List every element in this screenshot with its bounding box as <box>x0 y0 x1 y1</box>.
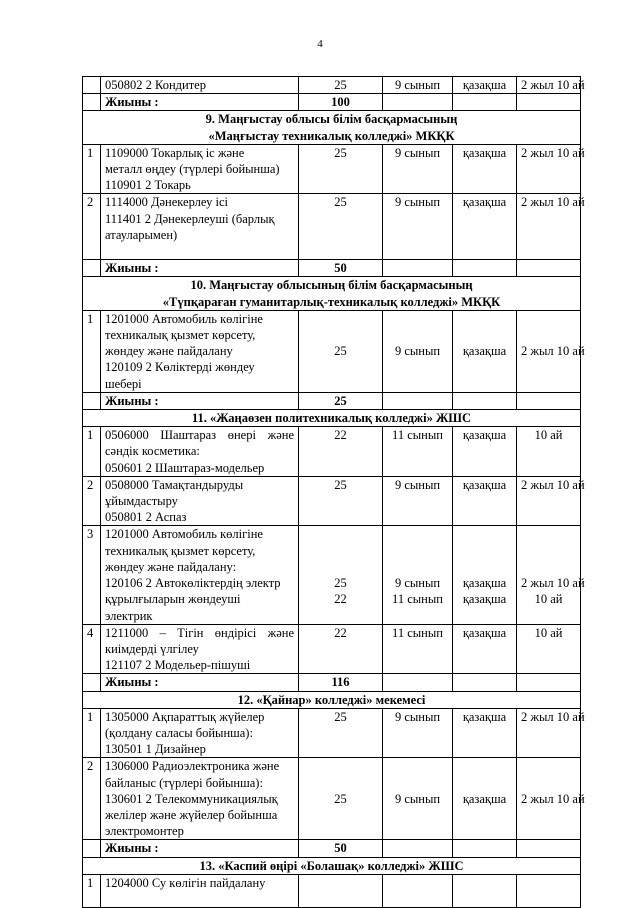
language-cell <box>453 94 517 111</box>
grade-cell <box>383 840 453 857</box>
total-value-text: 50 <box>334 261 347 276</box>
quantity-cell <box>299 77 383 94</box>
section-heading <box>83 857 581 874</box>
section-heading <box>83 277 581 310</box>
total-label <box>101 840 299 857</box>
grade-value: 11 сынып <box>392 592 443 607</box>
specialty-line: 120106 2 Автокөліктердің электр <box>105 576 281 591</box>
row-number-cell <box>83 526 101 624</box>
duration-cell <box>517 260 581 277</box>
grade-cell <box>383 94 453 111</box>
grade-value: 9 сынып <box>394 195 441 210</box>
total-value <box>299 94 383 111</box>
specialty-cell <box>101 758 299 840</box>
language-value: қазақша <box>462 477 507 492</box>
language-value <box>457 875 512 891</box>
specialty-line: желілер және жүйелер бойынша <box>105 807 278 822</box>
specialty-cell <box>101 194 299 260</box>
table-row <box>83 708 581 758</box>
language-value: қазақша <box>462 625 507 640</box>
grade-cell <box>383 427 453 477</box>
row-number-cell <box>83 94 101 111</box>
specialty-line: 1201000 Автомобиль көлігіне <box>105 311 263 326</box>
language-cell <box>453 194 517 260</box>
specialty-line: 1306000 Радиоэлектроника және <box>105 759 280 774</box>
language-cell <box>453 476 517 526</box>
row-number-cell <box>83 77 101 94</box>
specialty-line: шебері <box>105 376 142 391</box>
language-cell <box>453 310 517 392</box>
section-heading-line: «Түпқараған гуманитарлық-техникалық колледжі» МКҚК <box>162 294 501 309</box>
specialty-line: 1109000 Токарлық іс және <box>105 145 245 160</box>
quantity-cell <box>299 624 383 674</box>
specialty-line: 1305000 Ақпараттық жүйелер <box>105 709 265 724</box>
specialty-cell <box>101 144 299 194</box>
specialty-line <box>105 243 294 259</box>
duration-cell <box>517 674 581 691</box>
duration-cell <box>517 392 581 409</box>
row-number: 4 <box>87 625 94 640</box>
language-cell <box>453 674 517 691</box>
language-cell <box>453 708 517 758</box>
spacer <box>387 526 448 542</box>
language-cell <box>453 526 517 624</box>
language-cell <box>453 260 517 277</box>
specialty-cell <box>101 427 299 477</box>
language-value: қазақша <box>462 78 507 92</box>
row-number: 2 <box>87 195 94 210</box>
specialties-table <box>82 76 585 908</box>
row-number-cell <box>83 674 101 691</box>
quantity-value: 22 <box>334 592 347 607</box>
specialty-cell <box>101 708 299 758</box>
row-number <box>87 77 96 93</box>
total-label <box>101 260 299 277</box>
table-row <box>83 526 581 624</box>
grade-value: 9 сынып <box>394 477 441 492</box>
row-number-cell <box>83 260 101 277</box>
duration-cell <box>517 758 585 840</box>
row-number-cell <box>83 476 101 526</box>
language-value: қазақша <box>462 576 507 591</box>
specialty-line: 121107 2 Модельер-пішуші <box>105 658 251 673</box>
grade-cell <box>383 310 453 392</box>
row-number-cell <box>83 144 101 194</box>
specialty-line: 050801 2 Аспаз <box>105 510 187 525</box>
duration-value: 10 ай <box>534 428 563 443</box>
grade-cell <box>383 260 453 277</box>
specialty-line: байланыс (түрлері бойынша): <box>105 775 263 790</box>
section-heading-line: 13. «Каспий өңірі «Болашақ» колледжі» ЖШС <box>199 858 464 873</box>
row-number: 1 <box>87 428 94 443</box>
quantity-value: 25 <box>334 145 347 160</box>
spacer <box>387 543 448 559</box>
grade-value: 9 сынып <box>394 791 441 806</box>
table-row <box>83 427 581 477</box>
total-row <box>83 94 581 111</box>
total-value-text: 25 <box>334 393 347 408</box>
language-value: қазақша <box>462 344 507 359</box>
spacer <box>457 543 512 559</box>
specialty-line: техникалық қызмет көрсету, <box>105 543 256 558</box>
specialty-cell <box>101 624 299 674</box>
grade-value: 9 сынып <box>394 344 441 359</box>
specialty-line: 111401 2 Дәнекерлеуші (барлық <box>105 211 275 226</box>
section-heading-line: 10. Маңғыстау облысының білім басқармасының <box>190 278 473 293</box>
quantity-cell <box>299 427 383 477</box>
section-row <box>83 111 581 144</box>
language-cell <box>453 758 517 840</box>
specialty-line: киімдерді үлгілеу <box>105 641 199 656</box>
quantity-value: 22 <box>334 625 347 640</box>
grade-cell <box>383 526 453 624</box>
grade-cell <box>383 77 453 94</box>
language-cell <box>453 624 517 674</box>
spacer <box>303 559 378 575</box>
quantity-value: 25 <box>334 195 347 210</box>
duration-value: 2 жыл 10 ай <box>521 709 585 724</box>
language-value: қазақша <box>462 195 507 210</box>
row-number: 1 <box>87 145 94 160</box>
total-row <box>83 260 581 277</box>
total-label-text: Жиыны : <box>105 841 159 856</box>
table-row <box>83 144 581 194</box>
duration-cell <box>517 476 585 526</box>
specialty-line: жөндеу және пайдалану: <box>105 559 237 574</box>
grade-cell <box>383 194 453 260</box>
total-label <box>101 392 299 409</box>
spacer <box>521 526 576 542</box>
section-heading <box>83 111 581 144</box>
row-number-cell <box>83 310 101 392</box>
specialty-line: жөндеу және пайдалану <box>105 344 233 359</box>
specialty-line: металл өңдеу (түрлері бойынша) <box>105 162 280 177</box>
specialty-line: 1114000 Дәнекерлеу ісі <box>105 195 228 210</box>
spacer <box>303 543 378 559</box>
specialty-line: 120109 2 Көліктерді жөндеу <box>105 360 255 375</box>
grade-cell <box>383 758 453 840</box>
grade-cell <box>383 674 453 691</box>
quantity-cell <box>299 758 383 840</box>
specialty-line: атауларымен) <box>105 227 178 242</box>
section-heading-line: 12. «Қайнар» колледжі» мекемесі <box>237 692 426 707</box>
grade-value: 9 сынып <box>394 78 441 92</box>
quantity-value: 25 <box>334 344 347 359</box>
duration-value: 2 жыл 10 ай <box>521 195 585 210</box>
specialty-line: 1211000 – Тігін өндірісі және <box>105 625 294 640</box>
duration-cell <box>517 77 585 94</box>
total-value <box>299 674 383 691</box>
specialty-line: ұйымдастыру <box>105 494 178 509</box>
duration-cell <box>517 874 581 907</box>
grade-cell <box>383 476 453 526</box>
quantity-value: 25 <box>334 709 347 724</box>
specialty-cell <box>101 874 299 907</box>
specialty-cell <box>101 310 299 392</box>
language-cell <box>453 874 517 907</box>
total-row <box>83 392 581 409</box>
total-label <box>101 94 299 111</box>
specialty-line: 130601 2 Телекоммуникациялық <box>105 791 278 806</box>
quantity-value: 22 <box>334 428 347 443</box>
total-label-text: Жиыны : <box>105 393 159 408</box>
language-cell <box>453 77 517 94</box>
total-value <box>299 260 383 277</box>
row-number-cell <box>83 758 101 840</box>
language-value: қазақша <box>462 145 507 160</box>
total-value-text: 50 <box>334 841 347 856</box>
section-heading-line: 11. «Жаңаөзен политехникалық колледжі» ЖШС <box>191 411 472 426</box>
specialty-line: сәндік косметика: <box>105 444 200 459</box>
total-label-text: Жиыны : <box>105 95 159 110</box>
section-row <box>83 691 581 708</box>
language-value: қазақша <box>462 592 507 607</box>
grade-cell <box>383 144 453 194</box>
row-number: 1 <box>87 709 94 724</box>
spacer <box>521 559 576 575</box>
specialty-line: 050601 2 Шаштараз-модельер <box>105 460 265 475</box>
total-value-text: 100 <box>331 95 350 110</box>
quantity-cell <box>299 874 383 907</box>
duration-value: 10 ай <box>534 625 563 640</box>
language-cell <box>453 392 517 409</box>
quantity-cell <box>299 476 383 526</box>
row-number-cell <box>83 708 101 758</box>
specialty-line: 110901 2 Токарь <box>105 178 191 193</box>
row-number-cell <box>83 624 101 674</box>
grade-cell <box>383 624 453 674</box>
quantity-cell <box>299 144 383 194</box>
specialty-line: (қолдану саласы бойынша): <box>105 725 253 740</box>
row-number-cell <box>83 874 101 907</box>
quantity-value: 25 <box>334 791 347 806</box>
section-heading-line: 9. Маңғыстау облысы білім басқармасының <box>205 112 458 127</box>
duration-cell <box>517 310 585 392</box>
specialty-line: 1204000 Су көлігін пайдалану <box>105 875 266 890</box>
table-row <box>83 476 581 526</box>
table-row <box>83 624 581 674</box>
duration-cell <box>517 194 585 260</box>
quantity-cell <box>299 708 383 758</box>
specialty-line: электрик <box>105 608 153 623</box>
grade-value: 11 сынып <box>392 428 443 443</box>
row-number-cell <box>83 840 101 857</box>
language-cell <box>453 427 517 477</box>
spacer <box>303 526 378 542</box>
section-row <box>83 277 581 310</box>
duration-cell <box>517 526 585 624</box>
duration-value: 2 жыл 10 ай <box>521 145 585 160</box>
grade-cell <box>383 874 453 907</box>
table-row <box>83 758 581 840</box>
row-number: 1 <box>87 875 94 890</box>
language-cell <box>453 840 517 857</box>
duration-cell <box>517 708 585 758</box>
duration-cell <box>517 144 585 194</box>
total-row <box>83 674 581 691</box>
section-heading-line: «Маңғыстау техникалық колледжі» МКҚК <box>208 128 455 143</box>
quantity-value <box>303 875 378 891</box>
spacer <box>303 608 378 624</box>
language-cell <box>453 144 517 194</box>
total-label-text: Жиыны : <box>105 261 159 276</box>
section-heading <box>83 410 581 427</box>
total-value-text: 116 <box>331 675 350 690</box>
quantity-cell <box>299 310 383 392</box>
quantity-cell <box>299 194 383 260</box>
duration-cell <box>517 94 581 111</box>
specialty-line: 1201000 Автомобиль көлігіне <box>105 527 263 542</box>
duration-cell <box>517 840 581 857</box>
specialty-cell <box>101 476 299 526</box>
specialty-line: 0508000 Тамақтандыруды <box>105 477 244 492</box>
row-number: 2 <box>87 477 94 492</box>
grade-value <box>387 875 448 891</box>
duration-value <box>521 875 576 891</box>
duration-value: 2 жыл 10 ай <box>521 78 585 92</box>
total-label-text: Жиыны : <box>105 675 159 690</box>
duration-value: 2 жыл 10 ай <box>521 477 585 492</box>
row-number: 2 <box>87 759 94 774</box>
spacer <box>457 608 512 624</box>
specialty-line: 0506000 Шаштараз өнері және <box>105 428 294 443</box>
table-row <box>83 874 581 907</box>
spacer <box>387 559 448 575</box>
language-value: қазақша <box>462 709 507 724</box>
row-number: 1 <box>87 311 94 326</box>
duration-value: 2 жыл 10 ай <box>521 344 585 359</box>
specialty-line: 130501 1 Дизайнер <box>105 742 206 757</box>
duration-value: 10 ай <box>534 592 563 607</box>
table-row <box>83 77 581 94</box>
grade-value: 9 сынып <box>394 145 441 160</box>
grade-value: 9 сынып <box>394 709 441 724</box>
specialty-line: техникалық қызмет көрсету, <box>105 328 256 343</box>
total-value <box>299 392 383 409</box>
section-heading <box>83 691 581 708</box>
total-label <box>101 674 299 691</box>
specialty-cell <box>101 526 299 624</box>
spacer <box>387 608 448 624</box>
total-value <box>299 840 383 857</box>
specialty-line: құрылғыларын жөндеуші <box>105 592 241 607</box>
quantity-value: 25 <box>334 78 347 92</box>
grade-value: 9 сынып <box>394 576 441 591</box>
specialty-line: 050802 2 Кондитер <box>105 78 206 92</box>
spacer <box>457 526 512 542</box>
row-number-cell <box>83 392 101 409</box>
quantity-value: 25 <box>334 576 347 591</box>
section-row <box>83 410 581 427</box>
grade-cell <box>383 392 453 409</box>
grade-value: 11 сынып <box>392 625 443 640</box>
grade-cell <box>383 708 453 758</box>
spacer <box>457 559 512 575</box>
spacer <box>521 608 576 624</box>
row-number: 3 <box>87 527 94 542</box>
duration-cell <box>517 427 581 477</box>
quantity-cell <box>299 526 383 624</box>
specialty-line: электромонтер <box>105 824 184 839</box>
language-value: қазақша <box>462 428 507 443</box>
section-row <box>83 857 581 874</box>
table-row <box>83 194 581 260</box>
language-value: қазақша <box>462 791 507 806</box>
row-number-cell <box>83 194 101 260</box>
specialty-cell <box>101 77 299 94</box>
row-number-cell <box>83 427 101 477</box>
duration-value: 2 жыл 10 ай <box>521 576 585 591</box>
page-number: 4 <box>317 38 323 50</box>
table-row <box>83 310 581 392</box>
duration-value: 2 жыл 10 ай <box>521 791 585 806</box>
spacer <box>521 543 576 559</box>
quantity-value: 25 <box>334 477 347 492</box>
total-row <box>83 840 581 857</box>
duration-cell <box>517 624 581 674</box>
